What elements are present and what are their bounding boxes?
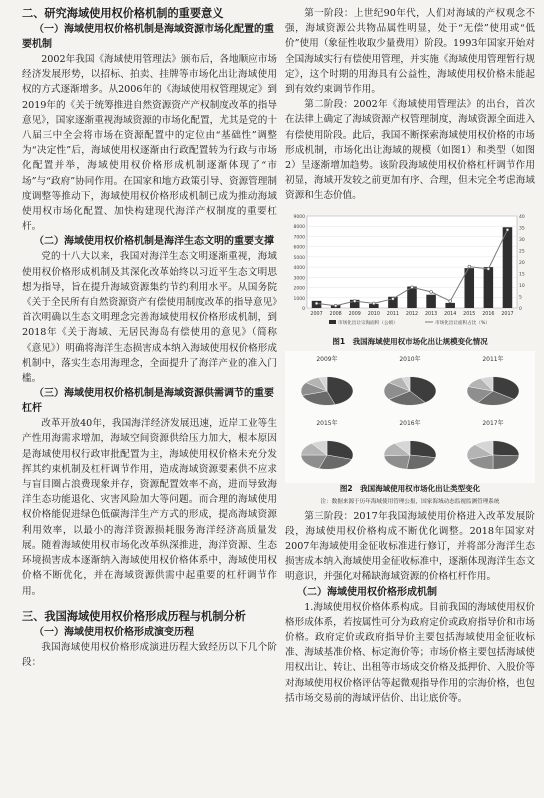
y-tick-label: 2000 xyxy=(293,286,305,292)
figure-1-caption: 图1 我国海域使用权市场化出让规模变化情况 xyxy=(332,336,488,346)
x-tick-label: 2009 xyxy=(348,311,361,317)
pie-year-label: 2016年 xyxy=(399,419,421,427)
y2-tick-label: 40 xyxy=(519,214,525,220)
y-tick-label: 4000 xyxy=(293,265,305,271)
figure-1 xyxy=(285,208,535,336)
bar xyxy=(484,267,494,308)
section-3-heading: 三、我国海域使用权价格形成历程与机制分析 xyxy=(22,609,246,623)
line-point xyxy=(392,297,395,300)
pie-year-label: 2011年 xyxy=(482,355,504,363)
y2-tick-label: 5 xyxy=(519,295,522,301)
subsection-1-heading: （一）海域使用权价格机制是海域资源市场化配置的重要机制 xyxy=(22,24,274,50)
x-tick-label: 2008 xyxy=(329,311,342,317)
x-tick-label: 2010 xyxy=(367,311,380,317)
line-point xyxy=(372,302,375,305)
figure-2 xyxy=(285,351,535,483)
figure-2-caption: 图2 我国海域使用权市场化出让类型变化 xyxy=(339,483,481,493)
subsection-4-heading: （一）海域使用权价格形成演变历程 xyxy=(34,626,194,638)
pie-year-label: 2010年 xyxy=(399,355,421,363)
y-tick-label: 0 xyxy=(302,306,305,312)
y-tick-label: 6000 xyxy=(293,245,305,251)
y2-tick-label: 0 xyxy=(519,306,522,312)
y-tick-label: 3000 xyxy=(293,275,305,281)
paragraph-3: 改革开放40年，我国海洋经济发展迅速，近岸工业等生产性用海需求增加，海域空间资源供给压力加大，根本原因是海域使用权行政审批配置为主，海域使用权价格未充分发挥其约束机制及杠杆调节作用，造成海域资源要素供不应求与盲目圈占浪费现象并存，资源配置效率不高，进而导致海洋生态功能退化、灾害风险加大等问题。而合理的海域使用权价格能促进绿色低碳海洋生产方式的形成，提高海域资源利用效率，以最小的海洋资源损耗服务海洋经济高质量发展。随着海域使用权市场化改革纵深推进，海洋资源、生态环境损害成本逐渐纳入海域使用权价格体系中，海域使用权价格不断优化，并在海域资源供需中起重要的杠杆调节作用。 xyxy=(22,418,277,597)
line-point xyxy=(468,265,471,268)
y2-tick-label: 25 xyxy=(519,249,525,255)
y2-tick-label: 35 xyxy=(519,226,525,232)
x-tick-label: 2012 xyxy=(405,311,419,317)
line-point xyxy=(411,286,414,289)
x-tick-label: 2017 xyxy=(501,311,514,317)
y-tick-label: 8000 xyxy=(293,224,305,230)
line-point xyxy=(334,304,337,307)
line-point xyxy=(506,228,509,231)
subsection-3-heading: （三）海域使用权价格机制是海域资源供需调节的重要杠杆 xyxy=(22,388,274,415)
left-column xyxy=(22,6,277,670)
legend-label: 市场化出让宗海面积（公顷） xyxy=(338,320,398,326)
paragraph-1: 2002年我国《海域使用管理法》颁布后，各地顺应市场经济发展形势，以招标、拍卖、挂牌等市场化出让海域使用权的方式逐渐增多。从2006年的《海域使用权管理规定》到2019年的《关于统筹推进自然资源资产产权制度改革的指导意见》，国家逐渐重视海域资源的市场化配置，尤其是党的十八届三中全会将市场在资源配置中的定位由“基础性”调整为“决定性”后，海域使用权逐渐由行政配置转为行政与市场化配置并举，海域使用权价格形成机制逐渐体现了“市场”与“政府”协同作用。在国家和地方政策引导、资源管理制度调整等推动下，海域使用权价格形成机制已成为推动海域使用权市场化配置、加快构建现代海洋产权制度的重要杠杆。 xyxy=(22,54,277,233)
y-tick-label: 5000 xyxy=(293,255,305,261)
subsection-2-heading: （二）海域使用权价格机制是海洋生态文明的重要支撑 xyxy=(34,236,274,248)
y-tick-label: 1000 xyxy=(293,296,305,302)
paragraph-6: 第二阶段：2002年《海域使用管理法》的出台，首次在法律上确定了海域资源产权管理制度，海域资源全面进入有偿使用阶段。此后，我国不断探索海域使用权价格的市场形成机制，市场化出让海域的规模（如图1）和类型（如图2）呈逐渐增加趋势。该阶段海域使用权价格杠杆调节作用初显，海域开发较之前更加有序、合理，但未完全考虑海域资源和生态价值。 xyxy=(285,99,535,202)
bar xyxy=(445,303,455,308)
y-tick-label: 7000 xyxy=(293,235,305,241)
section-2-heading: 二、研究海域使用权价格机制的重要意义 xyxy=(22,7,224,20)
x-tick-label: 2014 xyxy=(444,311,457,317)
paragraph-8: 1.海域使用权价格体系构成。目前我国的海域使用权价格形成体系，若按属性可分为政府定价或政府指导价和市场价格。政府定价或政府指导价主要包括海域使用金征收标准、海域基准价格、标定海价等；市场价格主要包括海域使用权出让、转让、出租等市场成交价格及抵押价、入股价等对海域使用权价格评估等起微观指导作用的宗海价格，也包括市场交易前的海域评估价、出让底价等。 xyxy=(285,601,535,704)
line-point xyxy=(449,299,452,302)
legend-swatch-bar xyxy=(329,320,336,324)
paragraph-4: 我国海域使用权价格形成演进历程大致经历以下几个阶段： xyxy=(22,641,277,668)
x-tick-label: 2011 xyxy=(386,311,400,317)
line-point xyxy=(315,302,318,305)
legend-label: 市场化出让面积占比（%） xyxy=(435,320,490,326)
y-tick-label: 9000 xyxy=(293,214,305,220)
bar xyxy=(503,227,513,308)
y2-tick-label: 15 xyxy=(519,272,525,278)
subsection-5-heading: （二）海域使用权价格形成机制 xyxy=(297,586,437,598)
line-point xyxy=(430,290,433,293)
line-point xyxy=(353,299,356,302)
scale-chart xyxy=(285,208,535,336)
type-pie-charts xyxy=(285,351,535,483)
line-point xyxy=(487,267,490,270)
paragraph-2: 党的十八大以来，我国对海洋生态文明逐渐重视，海域使用权价格形成机制及其深化改革始终以习近平生态文明思想为指导，旨在提升海域资源集约节约利用水平。从国务院《关于全民所有自然资源资产有偿使用制度改革的指导意见》首次明确以生态文明理念完善海域使用权价格形成机制，到2018年《关于海域、无居民海岛有偿使用的意见》（简称《意见》）明确将海洋生态损害成本纳入海域使用权价格形成机制中，落实生态用海理念，全面提升了海洋产业的准入门槛。 xyxy=(22,251,277,385)
x-tick-label: 2007 xyxy=(310,311,323,317)
pie-year-label: 2015年 xyxy=(316,419,338,427)
x-tick-label: 2016 xyxy=(482,311,495,317)
paragraph-5: 第一阶段：上世纪90年代，人们对海域的产权观念不强，海域资源公共物品属性明显，处于“无偿”使用或“低价”使用（象征性收取少量费用）阶段。1993年国家开始对全国海域实行有偿使用管理，并实施《海域使用管理暂行规定》，这个时期的用海具有公益性，海域使用权价格未能起到有效约束调节作用。 xyxy=(285,8,535,96)
figure-2-note: 注：数据来源于历年海域使用管理公报，国家海域动态监视监测管理系统 xyxy=(320,498,500,505)
paragraph-7: 第三阶段：2017年我国海域使用价格进入改革发展阶段，海域使用权价格构成不断优化调整。2018年国家对2007年海域使用金征收标准进行修订，并将部分海洋生态损害成本纳入海域使用金征收标准中，逐渐体现海洋生态文明意识，并强化对稀缺海域资源的价格杠杆作用。 xyxy=(285,510,535,583)
y2-tick-label: 20 xyxy=(519,260,525,266)
pie-year-label: 2009年 xyxy=(316,355,338,363)
x-tick-label: 2013 xyxy=(424,311,438,317)
bar xyxy=(426,294,436,307)
right-column xyxy=(285,6,535,706)
bar xyxy=(465,268,475,308)
pie-year-label: 2017年 xyxy=(482,419,504,427)
y2-tick-label: 30 xyxy=(519,237,525,243)
x-tick-label: 2015 xyxy=(463,311,476,317)
y2-tick-label: 10 xyxy=(519,283,525,289)
